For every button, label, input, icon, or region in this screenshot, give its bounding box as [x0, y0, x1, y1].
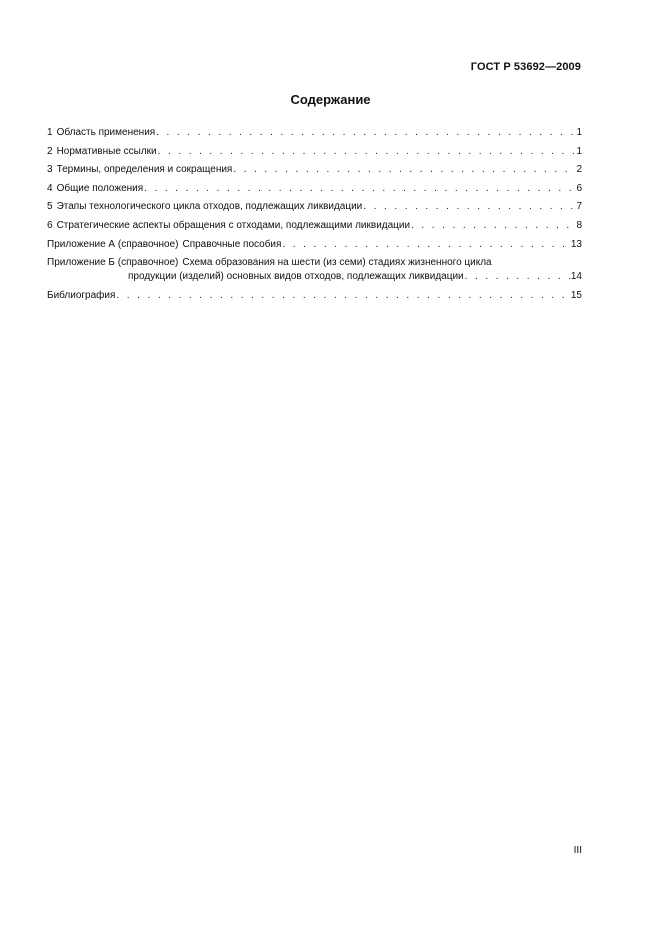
table-of-contents	[47, 126, 582, 307]
toc-entry-number: 4	[47, 182, 53, 194]
toc-appendix-label: Приложение А (справочное)	[47, 238, 179, 250]
toc-entry-4[interactable]	[47, 182, 582, 195]
toc-appendix-title-line2: продукции (изделий) основных видов отходов, подлежащих ликвидации	[128, 271, 464, 283]
toc-entry-page: 14	[570, 271, 582, 283]
toc-bibliography-title: Библиография	[47, 289, 116, 301]
toc-leader-dots	[411, 219, 575, 232]
toc-entry-5[interactable]	[47, 200, 582, 213]
toc-leader-dots	[363, 200, 575, 213]
toc-title: Содержание	[290, 92, 371, 107]
document-standard-number: ГОСТ Р 53692—2009	[470, 61, 581, 73]
toc-entry-page: 7	[576, 201, 582, 213]
toc-entry-title: Стратегические аспекты обращения с отходами, подлежащими ликвидации	[56, 219, 411, 231]
toc-entry-title: Нормативные ссылки	[56, 145, 157, 157]
toc-appendix-title: Справочные пособия	[182, 238, 282, 250]
toc-entry-number: 1	[47, 127, 53, 138]
toc-leader-dots	[465, 270, 570, 283]
toc-entry-page: 1	[576, 127, 582, 138]
toc-appendix-b[interactable]	[47, 256, 582, 269]
toc-appendix-title-line1: Схема образования на шести (из семи) стадиях жизненного цикла	[182, 257, 492, 269]
toc-entry-3[interactable]	[47, 163, 582, 176]
toc-appendix-b-continuation[interactable]	[47, 270, 582, 283]
toc-entry-page: 1	[576, 145, 582, 157]
toc-entry-page: 8	[576, 219, 582, 231]
toc-entry-title: Общие положения	[56, 182, 144, 194]
toc-leader-dots	[158, 145, 576, 158]
toc-entry-2[interactable]	[47, 145, 582, 158]
toc-entry-page: 15	[570, 289, 582, 301]
toc-entry-number: 6	[47, 219, 53, 231]
toc-bibliography[interactable]	[47, 289, 582, 302]
toc-leader-dots	[156, 126, 575, 139]
toc-entry-page: 2	[576, 164, 582, 176]
toc-leader-dots	[233, 163, 575, 176]
toc-appendix-label: Приложение Б (справочное)	[47, 257, 179, 269]
toc-entry-6[interactable]	[47, 219, 582, 232]
toc-leader-dots	[144, 182, 575, 195]
toc-entry-page: 6	[576, 182, 582, 194]
toc-entry-title: Этапы технологического цикла отходов, подлежащих ликвидации	[56, 201, 363, 213]
toc-entry-number: 5	[47, 201, 53, 213]
toc-leader-dots	[116, 289, 569, 302]
toc-entry-title: Термины, определения и сокращения	[56, 164, 233, 176]
toc-entry-page: 13	[570, 238, 582, 250]
toc-entry-number: 2	[47, 145, 53, 157]
toc-entry-title: Область применения	[56, 127, 156, 138]
toc-appendix-a[interactable]	[47, 238, 582, 251]
page-number: III	[573, 845, 582, 856]
toc-entry-number: 3	[47, 164, 53, 176]
toc-entry-1[interactable]	[47, 126, 582, 139]
toc-leader-dots	[282, 238, 569, 251]
